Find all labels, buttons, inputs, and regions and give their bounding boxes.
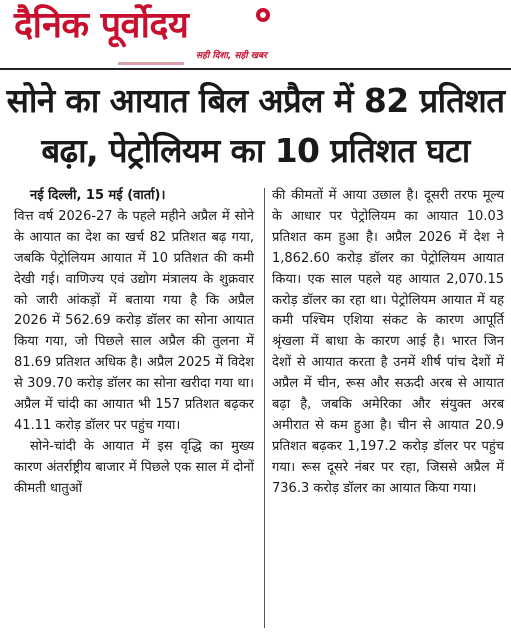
article-body — [14, 186, 504, 638]
decorative-strip — [118, 62, 184, 65]
paragraph-3: की कीमतों में आया उछाल है। दूसरी तरफ मूल्य के आधार पर पेट्रोलियम का आयात 10.03 प्रतिशत कम हुआ है। अप्रैल 2026 में देश ने 1,862.60 करोड़ डॉलर का पेट्रोलियम आयात किया। एक साल पहले यह आयात 2,070.15 करोड़ डॉलर का रहा था। पेट्रोलियम आयात में यह कमी पश्चिम एशिया संकट के कारण आपूर्ति श्रृंखला में बाधा के कारण आई है। भारत जिन देशों से आयात करता है उनमें शीर्ष पांच देशों में अप्रैल में चीन, रूस और सऊदी अरब से आयात बढ़ा है, जबकि अमेरिका और संयुक्त अरब अमीरात से कम हुआ है। चीन से आयात 20.9 प्रतिशत बढ़कर 1,197.2 करोड़ डॉलर पर पहुंच गया। रूस दूसरे नंबर पर रहा, जिससे अप्रैल में 736.3 करोड़ डॉलर का आयात किया गया। — [272, 188, 504, 496]
right-column — [272, 186, 504, 500]
headline-line-2: बढ़ा, पेट्रोलियम का 10 प्रतिशत घटा — [41, 131, 470, 170]
paragraph-2: सोने-चांदी के आयात में इस वृद्धि का मुख्य कारण अंतर्राष्ट्रीय बाजार में पिछले एक साल में दोनों कीमती धातुओं — [14, 438, 254, 496]
left-column — [14, 186, 254, 500]
paragraph-1: वित्त वर्ष 2026-27 के पहले महीने अप्रैल में सोने के आयात का देश का खर्च 82 प्रतिशत बढ़ गया, जबकि पेट्रोलियम आयात में 10 प्रतिशत की कमी देखी गई। वाणिज्य एवं उद्योग मंत्रालय के शुक्रवार को जारी आंकड़ों में बताया गया है कि अप्रैल 2026 में 562.69 करोड़ डॉलर का सोना आयात किया गया, जो पिछले साल अप्रैल की तुलना में 81.69 प्रतिशत अधिक है। अप्रैल 2025 में विदेश से 309.70 करोड़ डॉलर का सोना खरीदा गया था। अप्रैल में चांदी का आयात भी 157 प्रतिशत बढ़कर 41.11 करोड़ डॉलर पर पहुंच गया। — [14, 208, 254, 433]
masthead — [0, 0, 511, 70]
column-divider — [264, 188, 265, 628]
headline-line-1: सोने का आयात बिल अप्रैल में 82 प्रतिशत — [6, 81, 505, 120]
headline — [0, 76, 511, 176]
dateline: नई दिल्ली, 15 मई (वार्ता)। — [30, 188, 166, 203]
newspaper-logo: दैनिक पूर्वोदय — [14, 5, 189, 46]
logo-dot-icon — [256, 8, 270, 22]
tagline: सही दिशा, सही खबर — [196, 51, 267, 61]
masthead-divider — [0, 68, 511, 70]
